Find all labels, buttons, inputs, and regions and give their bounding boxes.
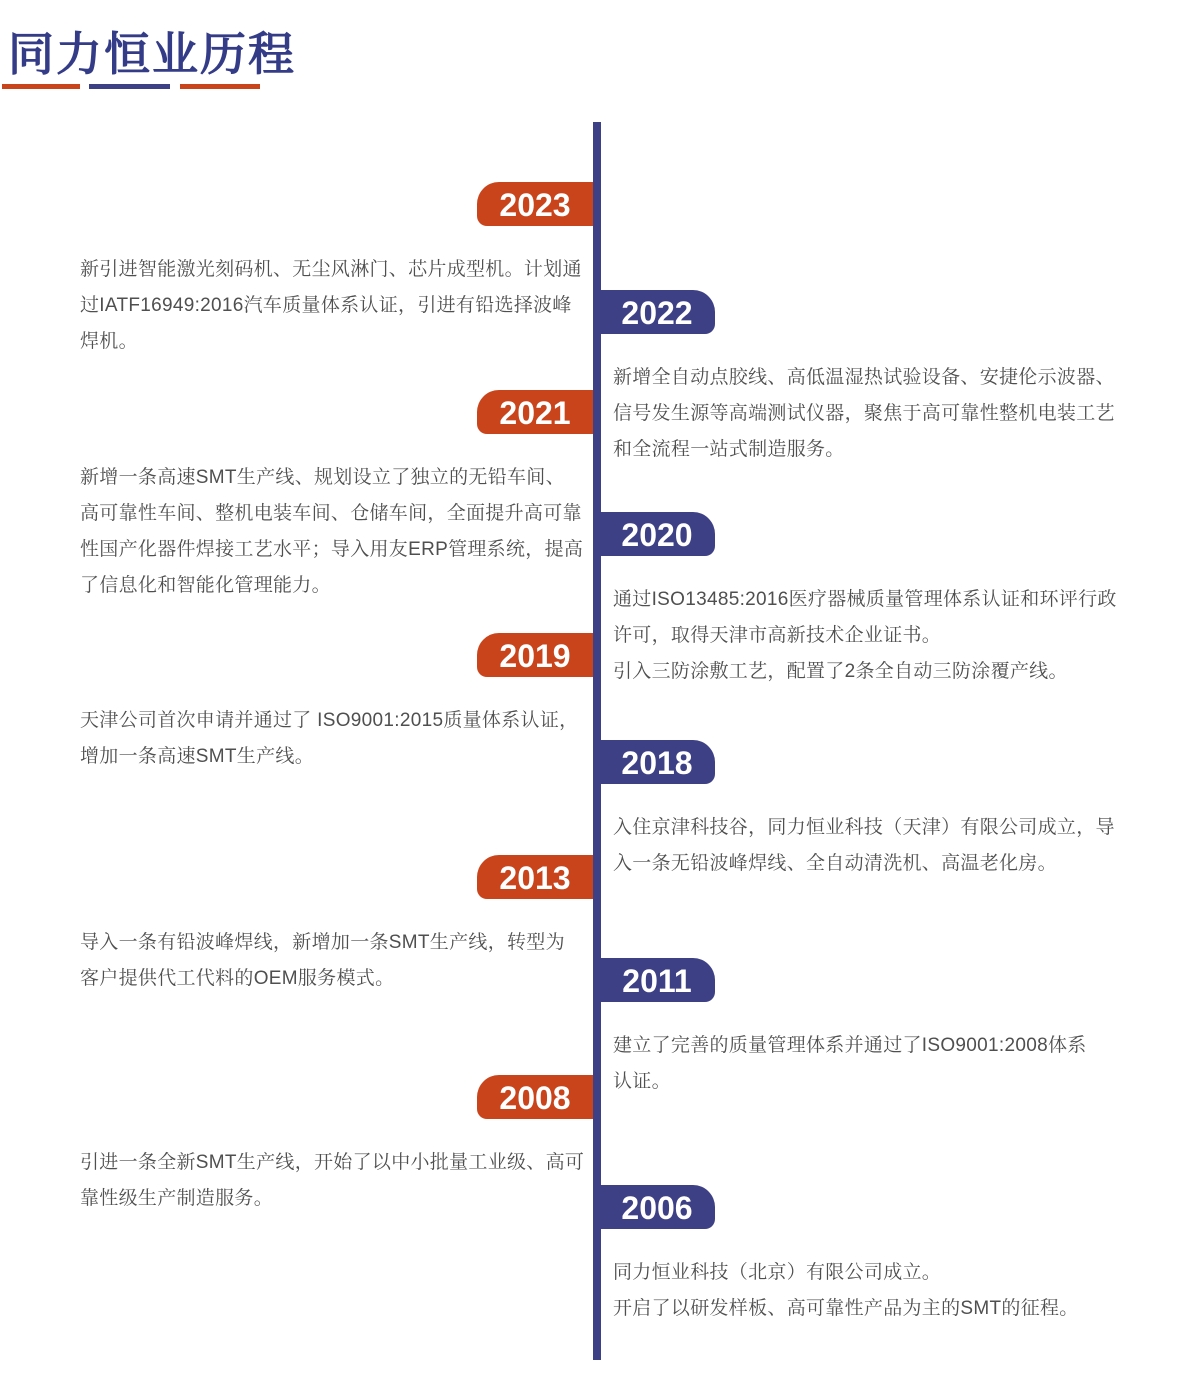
milestone-text: 通过ISO13485:2016医疗器械质量管理体系认证和环评行政 许可，取得天津市高新技术企业证书。 引入三防涂敷工艺，配置了2条全自动三防涂覆产线。 <box>613 589 1117 682</box>
milestone-text: 导入一条有铅波峰焊线，新增加一条SMT生产线，转型为 客户提供代工代料的OEM服务模式。 <box>80 932 565 989</box>
year-badge: 2013 <box>477 855 593 899</box>
milestone-text: 新增全自动点胶线、高低温湿热试验设备、安捷伦示波器、 信号发生源等高端测试仪器，聚焦于高可靠性整机电装工艺 和全流程一站式制造服务。 <box>613 367 1115 460</box>
milestone-text: 入住京津科技谷，同力恒业科技（天津）有限公司成立，导 入一条无铅波峰焊线、全自动清洗机、高温老化房。 <box>613 817 1115 874</box>
milestone-text: 新增一条高速SMT生产线、规划设立了独立的无铅车间、 高可靠性车间、整机电装车间、仓储车间，全面提升高可靠 性国产化器件焊接工艺水平；导入用友ERP管理系统，提高 了信息化和智能化管理能力。 <box>80 467 584 596</box>
year-badge: 2019 <box>477 633 593 677</box>
year-badge: 2022 <box>599 290 715 334</box>
title-underline-orange-right <box>180 84 260 89</box>
year-badge: 2023 <box>477 182 593 226</box>
milestone-text: 新引进智能激光刻码机、无尘风淋门、芯片成型机。计划通 过IATF16949:2016汽车质量体系认证，引进有铅选择波峰 焊机。 <box>80 259 582 352</box>
milestone-text: 天津公司首次申请并通过了 ISO9001:2015质量体系认证， 增加一条高速SMT生产线。 <box>80 710 579 767</box>
page-title: 同力恒业历程 <box>8 28 296 80</box>
year-badge: 2011 <box>599 958 715 1002</box>
year-badge: 2021 <box>477 390 593 434</box>
year-badge: 2020 <box>599 512 715 556</box>
year-badge: 2008 <box>477 1075 593 1119</box>
title-underline-orange-left <box>2 84 80 89</box>
year-badge: 2006 <box>599 1185 715 1229</box>
milestone-text: 同力恒业科技（北京）有限公司成立。 开启了以研发样板、高可靠性产品为主的SMT的征程。 <box>613 1262 1079 1319</box>
year-badge: 2018 <box>599 740 715 784</box>
milestone-text: 引进一条全新SMT生产线，开始了以中小批量工业级、高可 靠性级生产制造服务。 <box>80 1152 585 1209</box>
title-underline-indigo <box>89 84 170 89</box>
milestone-text: 建立了完善的质量管理体系并通过了ISO9001:2008体系 认证。 <box>613 1035 1087 1092</box>
